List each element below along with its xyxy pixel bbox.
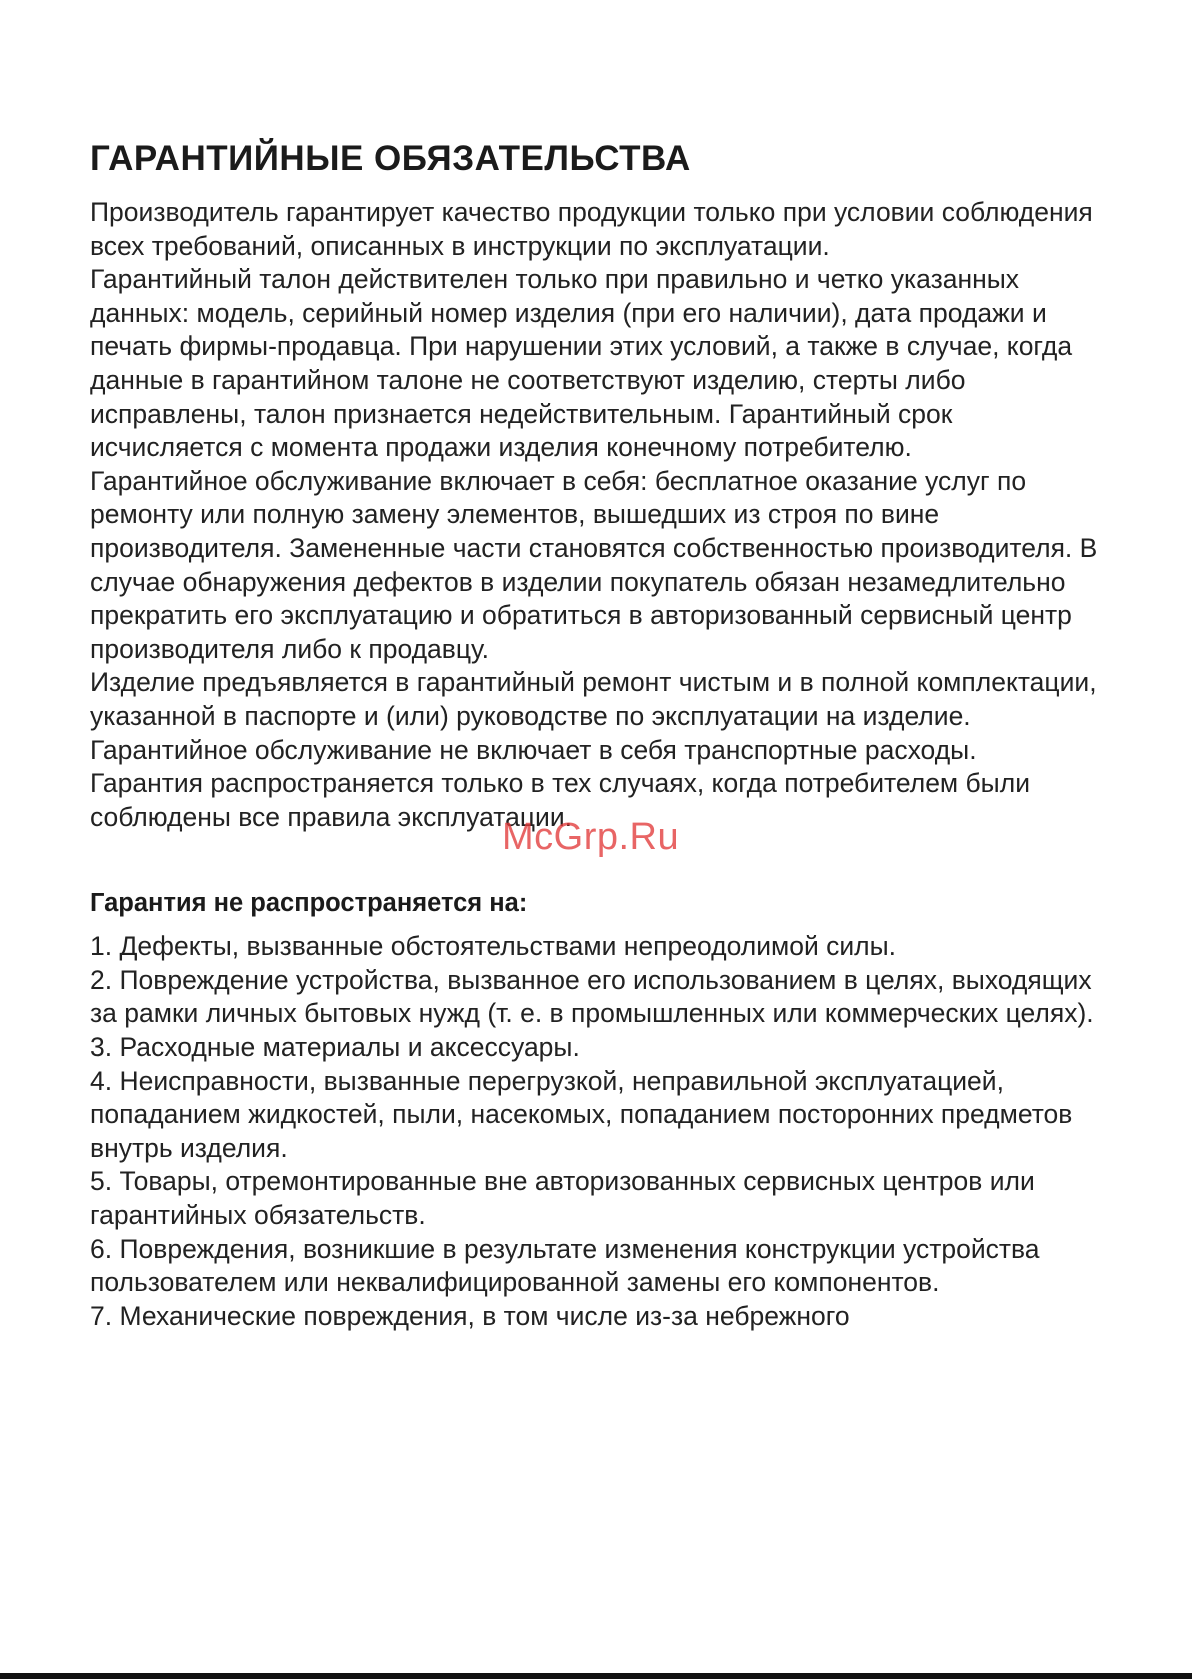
paragraph-warranty-scope: Гарантия распространяется только в тех случаях, когда потребителем были соблюдены все правила эксплуатации. <box>90 768 1030 832</box>
exclusion-item-2: 2. Повреждение устройства, вызванное его использованием в целях, выходящих за рамки личных бытовых нужд (т. е. в промышленных или коммерческих целях). <box>90 964 1094 1029</box>
section-spacer <box>90 834 1110 886</box>
exclusion-item-7: 7. Механические повреждения, в том числе из-за небрежного <box>90 1300 850 1331</box>
exclusions-heading: Гарантия не распространяется на: <box>90 889 528 918</box>
paragraph-repair-conditions: Изделие предъявляется в гарантийный ремонт чистым и в полной комплектации, указанной в паспорте и (или) руководстве по эксплуатации на изделие. Гарантийное обслуживание не включает в себя транспортные расходы. <box>90 667 1097 765</box>
page-bottom-border <box>0 1673 1192 1679</box>
document-content <box>90 136 1110 1333</box>
exclusion-item-1: 1. Дефекты, вызванные обстоятельствами непреодолимой силы. <box>90 931 897 962</box>
paragraph-warranty-card: Гарантийный талон действителен только при правильно и четко указанных данных: модель, серийный номер изделия (при его наличии), дата продажи и печать фирмы-продавца. При нарушении этих условий, а также в случае, когда данные в гарантийном талоне не соответствуют изделию, стерты либо исправлены, талон признается недействительным. Гарантийный срок исчисляется с момента продажи изделия конечному потребителю. <box>90 264 1073 463</box>
exclusion-item-3: 3. Расходные материалы и аксессуары. <box>90 1032 580 1063</box>
paragraph-warranty-service: Гарантийное обслуживание включает в себя: бесплатное оказание услуг по ремонту или полную замену элементов, вышедших из строя по вине производителя. Замененные части становятся собственностью производителя. В случае обнаружения дефектов в изделии покупатель обязан незамедлительно прекратить его эксплуатацию и обратиться в авторизованный сервисный центр производителя либо к продавцу. <box>90 465 1098 664</box>
page-title: ГАРАНТИЙНЫЕ ОБЯЗАТЕЛЬСТВА <box>90 139 691 178</box>
watermark: McGrp.Ru <box>502 816 680 858</box>
exclusion-item-4: 4. Неисправности, вызванные перегрузкой, неправильной эксплуатацией, попаданием жидкостей, пыли, насекомых, попаданием посторонних предметов внутрь изделия. <box>90 1065 1073 1163</box>
exclusion-item-5: 5. Товары, отремонтированные вне авторизованных сервисных центров или гарантийных обязательств. <box>90 1166 1035 1231</box>
paragraph-quality: Производитель гарантирует качество продукции только при условии соблюдения всех требований, описанных в инструкции по эксплуатации. <box>90 197 1093 261</box>
exclusion-item-6: 6. Повреждения, возникшие в результате изменения конструкции устройства пользователем или неквалифицированной замены его компонентов. <box>90 1233 1040 1298</box>
